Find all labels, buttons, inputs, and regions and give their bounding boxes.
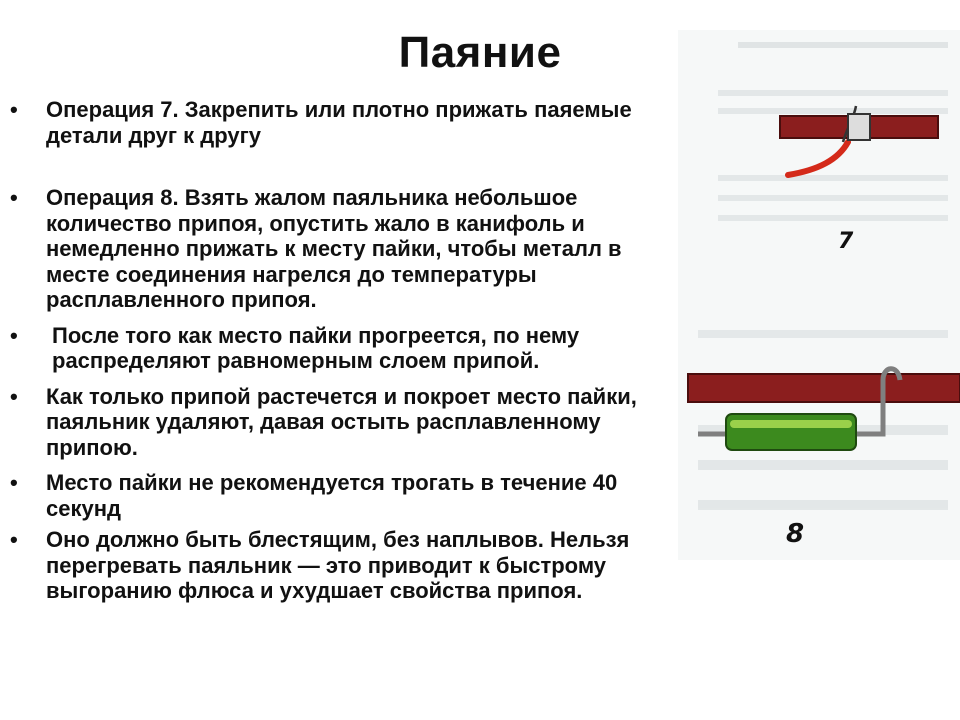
bullet-list: [0, 97, 680, 604]
resistor-highlight-8: [730, 420, 852, 428]
bullet-item: [0, 527, 680, 604]
bullet-text: Как только припой растечется и покроет место пайки, паяльник удаляют, давая остыть расплавленному припою.: [46, 383, 637, 460]
bullet-item: [0, 323, 680, 374]
bullet-item: [0, 470, 680, 521]
bullet-marker: •: [10, 470, 18, 495]
bullet-marker: •: [10, 322, 18, 348]
resistor-body-8: [726, 414, 856, 450]
bullet-text: Оно должно быть блестящим, без наплывов. Нельзя перегревать паяльник — это приводит к быстрому выгоранию флюса и ухудшает свойства припоя.: [46, 527, 630, 603]
board-strip-8: [688, 374, 960, 402]
bullet-text: Место пайки не рекомендуется трогать в течение 40 секунд: [46, 470, 618, 521]
bullet-marker: •: [10, 527, 18, 552]
soldering-illustrations: [678, 30, 960, 560]
bullet-text: Операция 7. Закрепить или плотно прижать паяемые детали друг к другу: [46, 97, 632, 148]
figure-7-label: 7: [838, 229, 854, 254]
bullet-item: [0, 384, 680, 461]
bullet-text: После того как место пайки прогреется, по нему распределяют равномерным слоем припой.: [52, 322, 580, 373]
bullet-marker: •: [10, 97, 18, 122]
bullet-item: [0, 185, 680, 313]
figure-8-label: 8: [786, 519, 805, 549]
illustration-svg: [678, 30, 960, 560]
clamp-7: [848, 114, 870, 140]
bullet-text: Операция 8. Взять жалом паяльника небольшое количество припоя, опустить жало в канифоль и немедленно прижать к месту пайки, чтобы металл в месте соединения нагрелся до температуры расплавленного припоя.: [46, 185, 622, 312]
bullet-item: [0, 97, 680, 148]
page-title: Паяние: [398, 28, 562, 77]
bullet-marker: •: [10, 185, 18, 210]
bullet-marker: •: [10, 383, 18, 409]
